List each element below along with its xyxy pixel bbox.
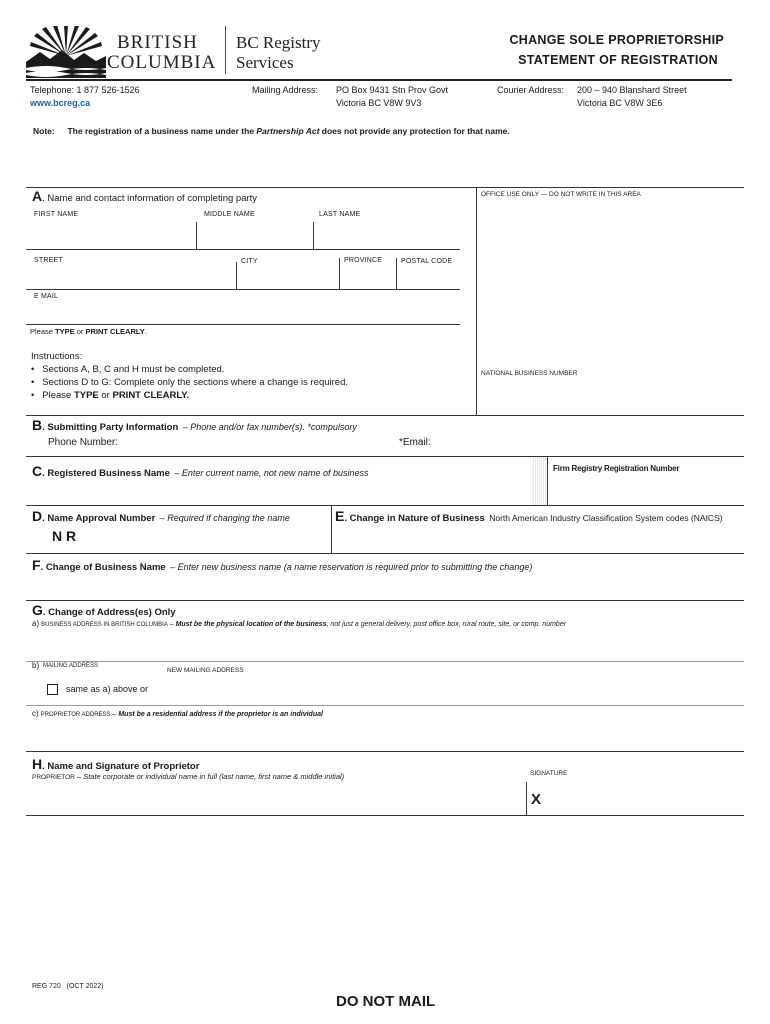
- last-name-input[interactable]: [315, 225, 458, 248]
- logo-text-british: BRITISH: [117, 32, 198, 53]
- submitter-email-input[interactable]: [436, 434, 736, 452]
- instruction-item-3-or: or: [98, 390, 113, 401]
- national-business-number-label: NATIONAL BUSINESS NUMBER: [481, 370, 578, 377]
- section-h-top-rule: [26, 751, 744, 752]
- section-b-note: – Phone and/or fax number(s). *compulsory: [182, 422, 357, 432]
- new-business-name-input[interactable]: [30, 576, 740, 596]
- section-c-note: – Enter current name, not new name of business: [174, 468, 369, 478]
- proprietor-name-input[interactable]: [30, 788, 520, 810]
- mailing-address-line2: Victoria BC V8W 9V3: [336, 98, 422, 108]
- name-approval-prefix: N R: [52, 528, 77, 544]
- g-b-rule: [26, 705, 744, 706]
- form-title-line2: STATEMENT OF REGISTRATION: [518, 53, 718, 67]
- courier-address-line1: 200 – 940 Blanshard Street: [577, 85, 687, 95]
- middle-name-label: MIDDLE NAME: [204, 211, 255, 218]
- section-h-title: . Name and Signature of Proprietor: [42, 761, 200, 772]
- section-g-title: . Change of Address(es) Only: [42, 607, 176, 618]
- signature-field[interactable]: [548, 785, 740, 813]
- new-mailing-address-label: NEW MAILING ADDRESS: [167, 667, 244, 674]
- addr-divider-3: [396, 258, 397, 289]
- courier-address-label: Courier Address:: [497, 85, 565, 95]
- section-g-header: [32, 602, 176, 620]
- section-d-title: . Name Approval Number: [42, 513, 156, 524]
- signature-label: SIGNATURE: [530, 770, 568, 777]
- print-note-before: Please: [30, 327, 56, 336]
- g-a-dash: –: [167, 621, 176, 628]
- print-note-print: PRINT CLEARLY: [85, 327, 145, 336]
- instructions-title: Instructions:: [31, 351, 83, 362]
- instruction-item-2: • Sections D to G: Complete only the sections where a change is required.: [31, 377, 348, 388]
- instruction-item-3: • Please TYPE or PRINT CLEARLY.: [31, 390, 190, 401]
- middle-name-input[interactable]: [198, 225, 311, 248]
- signature-x: X: [531, 791, 542, 808]
- proprietor-address-input[interactable]: [30, 722, 740, 748]
- form-id: [32, 983, 103, 990]
- section-f-top-rule: [26, 553, 744, 554]
- office-divider: [476, 187, 477, 415]
- g-a-prefix: a): [32, 619, 40, 628]
- note-text-before: The registration of a business name under the: [67, 126, 257, 136]
- first-name-input[interactable]: [30, 225, 195, 248]
- firm-number-shaded-strip: [533, 457, 547, 505]
- street-input[interactable]: [30, 268, 234, 288]
- section-e-note: North American Industry Classification System codes (NAICS): [489, 513, 723, 523]
- instruction-item-3-type: TYPE: [73, 390, 99, 401]
- courier-address-line2: Victoria BC V8W 3E6: [577, 98, 663, 108]
- registry-line1: BC Registry: [236, 33, 321, 52]
- first-name-label: FIRST NAME: [34, 211, 79, 218]
- print-note: [30, 327, 147, 336]
- website-link[interactable]: www.bcreg.ca: [30, 98, 91, 108]
- addr-row-rule: [26, 289, 460, 290]
- g-a-rule: [26, 661, 744, 662]
- same-as-above-checkbox[interactable]: [47, 684, 58, 695]
- print-note-type: TYPE: [55, 327, 75, 336]
- phone-number-input[interactable]: [126, 434, 386, 452]
- form-title-line1: CHANGE SOLE PROPRIETORSHIP: [509, 33, 724, 47]
- g-a-rest: , not just a general delivery, post office box, rural route, site, or comp. number: [326, 621, 567, 628]
- name-divider-1: [196, 222, 197, 249]
- mailing-address-label: Mailing Address:: [252, 85, 319, 95]
- note-label: Note:: [33, 126, 55, 136]
- mailing-address-line1: PO Box 9431 Stn Prov Govt: [336, 85, 449, 95]
- logo-divider: [225, 26, 226, 74]
- same-as-above-label: same as a) above or: [66, 684, 149, 694]
- section-d-header: [32, 508, 290, 526]
- name-divider-2: [313, 222, 314, 249]
- name-row-rule: [26, 249, 460, 250]
- telephone: Telephone: 1 877 526-1526: [30, 85, 140, 95]
- g-c-prefix: c): [32, 709, 39, 718]
- office-use-label: OFFICE USE ONLY — DO NOT WRITE IN THIS AREA: [481, 191, 641, 198]
- email-label: E MAIL: [34, 293, 59, 300]
- proprietor-address-line: [32, 709, 323, 718]
- header-rule: [26, 79, 732, 81]
- firm-divider: [547, 457, 548, 505]
- registry-line2: Services: [236, 53, 294, 72]
- bc-sun-mountain-icon: [26, 26, 106, 78]
- section-d-letter: D: [32, 508, 43, 524]
- business-address-input[interactable]: [30, 633, 740, 659]
- section-b-header: [32, 417, 357, 435]
- section-b-title: . Submitting Party Information: [42, 422, 179, 433]
- note: [33, 126, 510, 136]
- street-label: STREET: [34, 257, 63, 264]
- instructions: [31, 350, 348, 402]
- instruction-item-3-before: Please: [42, 390, 74, 401]
- postal-code-label: POSTAL CODE: [401, 258, 453, 265]
- section-d-note: – Required if changing the name: [159, 513, 290, 523]
- g-a-bold: Must be the physical location of the business: [175, 621, 327, 628]
- email-row-rule: [26, 324, 460, 325]
- signature-divider: [526, 782, 527, 815]
- form-id-text: REG 720: [32, 983, 61, 990]
- form-date: (OCT 2022): [66, 983, 104, 990]
- registered-business-name-input[interactable]: [30, 481, 530, 501]
- name-approval-number-input[interactable]: [80, 528, 325, 548]
- section-f-header: [32, 557, 532, 575]
- do-not-mail: DO NOT MAIL: [336, 993, 436, 1010]
- proprietor-line: [32, 772, 344, 781]
- section-e-title: . Change in Nature of Business: [344, 513, 485, 524]
- note-text-after: does not provide any protection for that name.: [319, 126, 510, 136]
- section-f-note: – Enter new business name (a name reservation is required prior to submitting the change): [170, 562, 533, 572]
- province-label: PROVINCE: [344, 257, 383, 264]
- city-input[interactable]: [238, 268, 338, 288]
- section-f-letter: F: [32, 557, 41, 573]
- section-a-header: [32, 188, 257, 206]
- print-note-after: .: [144, 327, 147, 336]
- section-g-letter: G: [32, 602, 43, 618]
- last-name-label: LAST NAME: [319, 211, 361, 218]
- new-mailing-address-input[interactable]: [162, 678, 740, 702]
- section-h-bottom-rule: [26, 815, 744, 816]
- section-d-top-rule: [26, 505, 744, 506]
- firm-registry-number-input[interactable]: [550, 478, 740, 502]
- proprietor-label: PROPRIETOR: [32, 774, 75, 781]
- nature-of-business-input[interactable]: [336, 527, 740, 549]
- section-c-top-rule: [26, 456, 744, 457]
- submitter-email-label: *Email:: [399, 437, 431, 448]
- g-c-dash: –: [110, 711, 119, 718]
- addr-divider-1: [236, 262, 237, 289]
- bc-logo: [26, 26, 106, 78]
- de-divider: [331, 505, 332, 553]
- province-input[interactable]: [341, 268, 396, 288]
- section-e-letter: E: [335, 508, 345, 524]
- instruction-item-1-text: Sections A, B, C and H must be completed.: [42, 364, 225, 375]
- proprietor-address-label: PROPRIETOR ADDRESS: [40, 712, 111, 718]
- g-c-bold: Must be a residential address if the proprietor is an individual: [118, 711, 323, 718]
- addr-divider-2: [339, 258, 340, 289]
- section-c-letter: C: [32, 463, 43, 479]
- section-c-title: . Registered Business Name: [42, 468, 170, 479]
- section-h-letter: H: [32, 756, 43, 772]
- print-note-or: or: [74, 327, 86, 336]
- mailing-address-g-label: MAILING ADDRESS: [43, 663, 99, 669]
- firm-registry-label: Firm Registry Registration Number: [553, 464, 680, 473]
- business-address-label: BUSINESS ADDRESS IN BRITISH COLUMBIA: [41, 622, 168, 628]
- instruction-item-1: • Sections A, B, C and H must be completed.: [31, 364, 225, 375]
- section-f-title: . Change of Business Name: [40, 562, 166, 573]
- section-b-letter: B: [32, 417, 43, 433]
- g-b-prefix: b): [32, 661, 40, 670]
- section-b-top-rule: [26, 415, 744, 416]
- proprietor-note: – State corporate or individual name in full (last name, first name & middle initial): [74, 772, 345, 781]
- section-g-top-rule: [26, 600, 744, 601]
- city-label: CITY: [241, 258, 258, 265]
- phone-number-label: Phone Number:: [48, 437, 119, 448]
- section-a-letter: A: [32, 188, 43, 204]
- logo-text-columbia: COLUMBIA: [107, 52, 217, 73]
- instruction-item-3-print: PRINT CLEARLY.: [112, 390, 190, 401]
- postal-code-input[interactable]: [398, 268, 458, 288]
- email-input[interactable]: [30, 303, 458, 323]
- section-c-header: [32, 463, 368, 481]
- section-a-title: . Name and contact information of completing party: [42, 193, 258, 204]
- instruction-item-2-text: Sections D to G: Complete only the sections where a change is required.: [42, 377, 348, 388]
- business-address-line: [32, 619, 566, 628]
- note-act: Partnership Act: [256, 126, 320, 136]
- section-e-header: [335, 508, 723, 526]
